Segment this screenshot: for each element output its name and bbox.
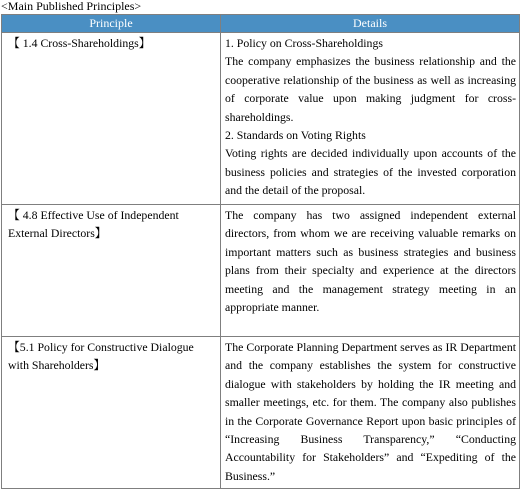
principle-cell: 【 4.8 Effective Use of Independent External Directors】 bbox=[2, 205, 221, 337]
principle-cell: 【 1.4 Cross-Shareholdings】 bbox=[2, 33, 221, 205]
details-heading: 1. Policy on Cross-Shareholdings bbox=[225, 36, 383, 50]
details-heading: 2. Standards on Voting Rights bbox=[225, 128, 366, 143]
table-caption: <Main Published Principles> bbox=[1, 0, 142, 13]
table-row bbox=[2, 33, 520, 205]
details-cell bbox=[221, 205, 520, 337]
table-row bbox=[2, 337, 520, 489]
table-row bbox=[2, 205, 520, 337]
column-header-principle: Principle bbox=[2, 15, 221, 33]
column-header-details: Details bbox=[221, 15, 520, 33]
details-cell bbox=[221, 337, 520, 489]
details-paragraph: The company has two assigned independent external directors, from whom we are receiving valuable remarks on important matters such as business strategies and business plans from their specialty and experience at the directors meeting and the management strategy meeting in an appropriate manner. bbox=[225, 208, 516, 315]
principle-cell: 【5.1 Policy for Constructive Dialogue with Shareholders】 bbox=[2, 337, 221, 489]
details-paragraph: Voting rights are decided individually upon accounts of the business policies and strategies of the invested corporation and the detail of the proposal. bbox=[225, 146, 516, 198]
details-paragraph: The Corporate Planning Department serves as IR Department and the company establishes the system for constructive dialogue with stakeholders by holding the IR meeting and smaller meetings, etc. for them. The company also publishes in the Corporate Governance Report upon basic principles of “Increasing Business Transparency,” “Conducting Accountability for Stakeholders” and “Expediting of the Business.” bbox=[225, 340, 516, 483]
principles-table bbox=[1, 14, 520, 489]
details-cell bbox=[221, 33, 520, 205]
details-paragraph: The company emphasizes the business relationship and the cooperative relationship of the business as well as increasing of corporate value upon making judgment for cross-shareholdings. bbox=[225, 54, 516, 124]
table-header-row bbox=[2, 15, 520, 33]
